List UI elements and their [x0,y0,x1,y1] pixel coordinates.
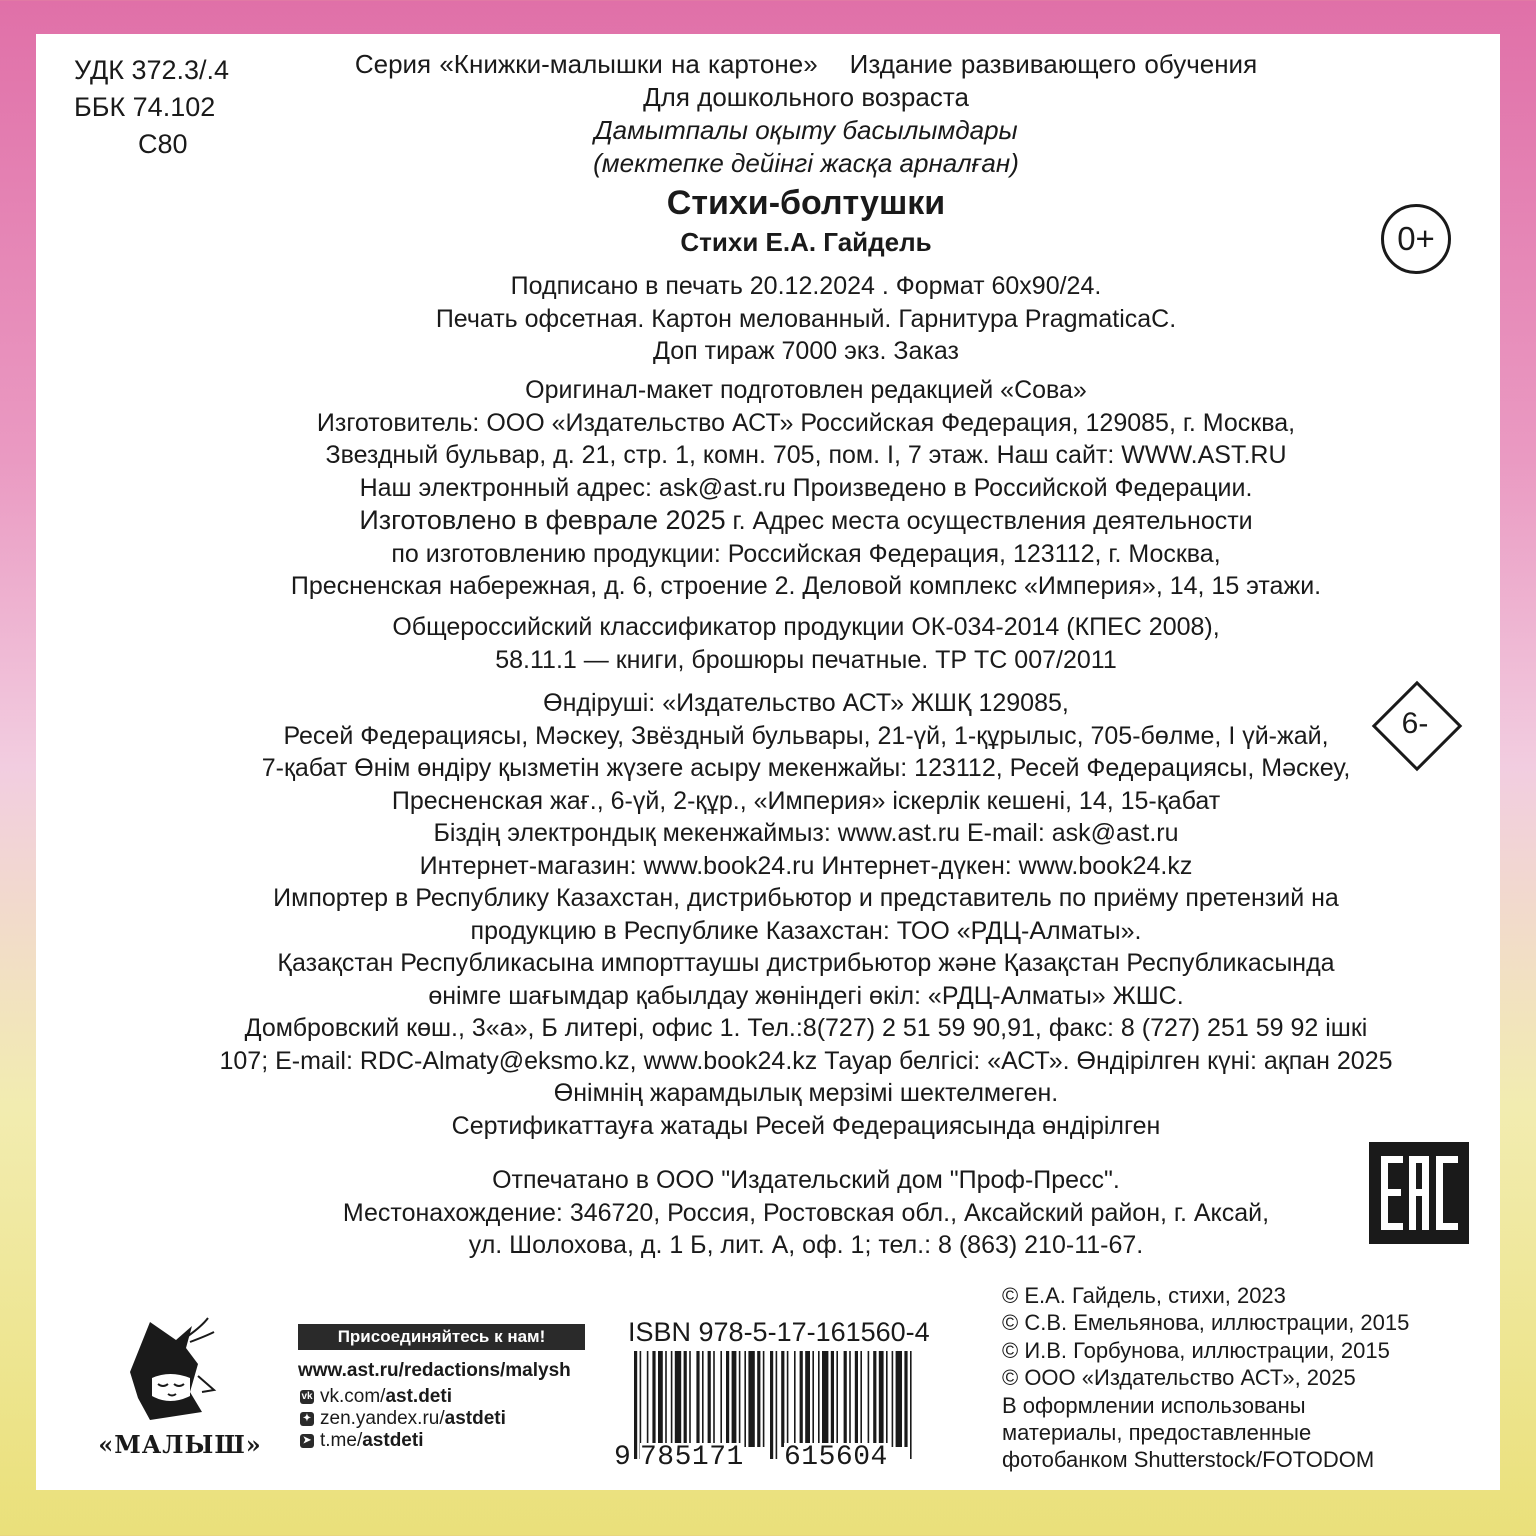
barcode-digit-first: 9 [614,1442,631,1473]
kz-edition-line-2: (мектепке дейінгі жасқа арналған) [593,148,1019,178]
barcode-bar [896,1351,902,1447]
kz-line: өнімге шағымдар қабылдау жөніндегі өкіл: «РДЦ-Алматы» ЖШС. [428,981,1184,1010]
logo-label: «МАЛЫШ» [98,1430,262,1459]
author-mark: С80 [138,129,188,159]
owl-mascot-icon [90,1312,270,1430]
barcode-bar [800,1351,803,1447]
barcode-bar [873,1351,876,1447]
manufacturer-line: Звездный бульвар, д. 21, стр. 1, комн. 705, пом. I, 7 этаж. Наш сайт: WWW.AST.RU [325,441,1287,469]
bbk-code: ББК 74.102 [74,92,216,122]
barcode-bar [652,1351,655,1447]
barcode-bar [702,1351,704,1447]
age-rating-circle-label: 0+ [1397,220,1435,257]
print-info-line: Печать офсетная. Картон мелованный. Гарнитура PragmaticaC. [435,304,1177,333]
kz-line: Өнімнің жарамдылық мерзімі шектелмеген. [553,1079,1059,1107]
barcode-digits-right: 615604 [784,1442,888,1473]
kz-line: Домбровский көш., 3«а», Б литері, офис 1. Тел.:8(727) 2 51 59 90,91, факс: 8 (727) 251 59 92 ішкі [244,1014,1368,1042]
age-rating-circle-icon [1381,204,1451,274]
join-us-banner: Присоединяйтесь к нам! [298,1324,585,1350]
social-prefix: zen.yandex.ru/ [320,1408,445,1429]
barcode-bar [868,1351,870,1447]
kz-line: Сертификаттауға жатады Ресей Федерациясында өндірілген [451,1111,1161,1140]
barcode-bar [831,1351,834,1447]
social-prefix: t.me/ [320,1430,363,1451]
kz-line: Қазақстан Республикасына импорттаушы дистрибьютор және Қазақстан Республикасында [277,949,1335,977]
kazakhstan-info-block [36,687,1536,1142]
barcode [614,1351,922,1473]
series-name: Серия «Книжки-малышки на картоне» [354,49,818,79]
barcode-bar [781,1351,784,1447]
manufactured-address-intro: г. Адрес места осуществления деятельности [725,507,1253,535]
barcode-bar [744,1351,746,1447]
book-title: Стихи-болтушки [666,184,946,222]
kz-line: Пресненская жағ., 6-үй, 2-құр., «Империя» іскерлік кешені, 14, 15-қабат [391,786,1221,815]
classifier-block [36,611,1536,676]
barcode-bar [696,1351,699,1447]
print-info-line: Доп тираж 7000 экз. Заказ [653,337,959,365]
manufacturer-line: Изготовитель: ООО «Издательство АСТ» Российская Федерация, 129085, г. Москва, [316,408,1296,437]
social-handle: ast.deti [385,1386,452,1407]
barcode-bar [844,1351,847,1447]
book-author: Стихи Е.А. Гайдель [680,227,932,257]
social-prefix: vk.com/ [320,1386,386,1407]
manufacturer-line: Оригинал-макет подготовлен редакцией «Сова» [525,376,1087,404]
barcode-bar [886,1351,888,1447]
barcode-bar [855,1351,858,1447]
barcode-bar [713,1351,715,1447]
copyright-line: В оформлении использованы [1002,1392,1306,1418]
barcode-bar [647,1351,649,1447]
barcode-bar [726,1351,729,1447]
copyright-line: © С.В. Емельянова, иллюстрации, 2015 [1002,1310,1410,1336]
barcode-bar [720,1351,722,1447]
barcode-bar [757,1351,760,1447]
kz-line: Ресей Федерациясы, Мәскеу, Звёздный бульвары, 21-үй, 1-құрылыс, 705-бөлме, I үй-жай, [283,721,1329,750]
social-link-vk[interactable] [300,1386,506,1408]
barcode-bar [732,1351,737,1447]
social-link-zen[interactable] [300,1408,506,1430]
manufacturer-line: по изготовлению продукции: Российская Федерация, 123112, г. Москва, [391,539,1221,568]
manufacturer-line: Наш электронный адрес: ask@ast.ru Произведено в Российской Федерации. [359,473,1253,502]
barcode-bar [904,1351,907,1447]
social-handle: astdeti [444,1408,506,1429]
social-link-telegram[interactable] [300,1430,506,1452]
barcode-bar [860,1351,862,1447]
barcode-bar [818,1351,820,1447]
age-rating-diamond-label: 6- [1401,707,1429,740]
kz-line: Импортер в Республику Казахстан, дистрибьютор и представитель по приёму претензий на [273,884,1339,912]
edition-type: Издание развивающего обучения [849,49,1258,79]
series-block [36,48,1536,180]
barcode-bar [689,1351,691,1447]
barcode-bar [675,1351,681,1447]
copyright-block [1002,1282,1409,1474]
social-handle: astdeti [362,1430,424,1451]
printer-line: ул. Шолохова, д. 1 Б, лит. А, оф. 1; тел.: 8 (863) 210-11-67. [468,1231,1144,1259]
udk-code: УДК 372.3/.4 [74,55,230,85]
copyright-line: фотобанком Shutterstock/FOTODOM [1002,1447,1375,1473]
manufacturer-line: Пресненская набережная, д. 6, строение 2. Деловой комплекс «Империя», 14, 15 этажи. [290,572,1322,600]
kz-line: Интернет-магазин: www.book24.ru Интернет-дүкен: www.book24.kz [419,851,1193,880]
kz-line: 107; E-mail: RDC-Almaty@eksmo.kz, www.book24.kz Тауар белгісі: «АСТ». Өндірілген күні: ақпан 2025 [219,1046,1393,1075]
barcode-bar [879,1351,884,1447]
barcode-bar [805,1351,810,1447]
kz-line: 7-қабат Өнім өндіру қызметін жүзеге асыру мекенжайы: 123112, Ресей Федерациясы, Мәскеу, [261,754,1351,782]
printer-block [36,1164,1536,1262]
zen-icon: ✦ [300,1412,314,1426]
copyright-line: материалы, предоставленные [1002,1420,1312,1446]
classifier-line: 58.11.1 — книги, брошюры печатные. ТР ТС 007/2011 [495,645,1117,674]
kz-line: продукцию в Республике Казахстан: ТОО «РДЦ-Алматы». [470,916,1142,945]
kz-line: Біздің электрондық мекенжаймыз: www.ast.ru E-mail: ask@ast.ru [433,819,1179,847]
barcode-digits [614,1442,922,1473]
printer-line: Отпечатано в ООО "Издательский дом "Проф-Пресс". [492,1166,1120,1194]
telegram-icon: ➤ [300,1434,314,1448]
copyright-line: © Е.А. Гайдель, стихи, 2023 [1002,1283,1286,1308]
classifier-line: Общероссийский классификатор продукции ОК-034-2014 (КПЕС 2008), [392,613,1220,641]
barcode-bar [836,1351,838,1447]
barcode-bar [849,1351,851,1447]
barcode-bar [892,1351,894,1447]
copyright-line: © ООО «Издательство АСТ», 2025 [1002,1365,1356,1391]
manufactured-date: Изготовлено в феврале 2025 [359,505,726,535]
vk-icon: vk [301,1391,313,1402]
manufactured-date-line [36,504,1536,538]
publisher-site-link[interactable]: www.ast.ru/redactions/malysh [298,1360,571,1381]
barcode-bar [812,1351,814,1447]
barcode-bar [763,1351,765,1447]
barcode-digits-left: 785171 [640,1442,744,1473]
barcode-bar [822,1351,828,1447]
kz-line: Өндіруші: «Издательство АСТ» ЖШҚ 129085, [543,689,1069,717]
barcode-bar [658,1351,663,1447]
barcode-bar [708,1351,711,1447]
age-group: Для дошкольного возраста [643,82,969,112]
kz-edition-line-1: Дамытпалы оқыту басылымдары [594,115,1018,145]
barcode-bar [665,1351,667,1447]
printer-line: Местонахождение: 346720, Россия, Ростовская обл., Аксайский район, г. Аксай, [342,1198,1270,1227]
barcode-bar [671,1351,673,1447]
barcode-bar [748,1351,754,1447]
barcode-bar [794,1351,796,1447]
malysh-logo [90,1312,270,1462]
copyright-line: © И.В. Горбунова, иллюстрации, 2015 [1002,1337,1390,1363]
barcode-bar [684,1351,687,1447]
manufacturer-block [36,374,1536,603]
barcode-bar [739,1351,741,1447]
print-info-line: Подписано в печать 20.12.2024 . Формат 60х90/24. [510,272,1102,300]
barcode-bar [787,1351,789,1447]
social-links [300,1386,506,1452]
isbn-number: ISBN 978-5-17-161560-4 [628,1317,930,1347]
print-info-block [36,270,1536,368]
book-imprint-page [36,34,1500,1490]
